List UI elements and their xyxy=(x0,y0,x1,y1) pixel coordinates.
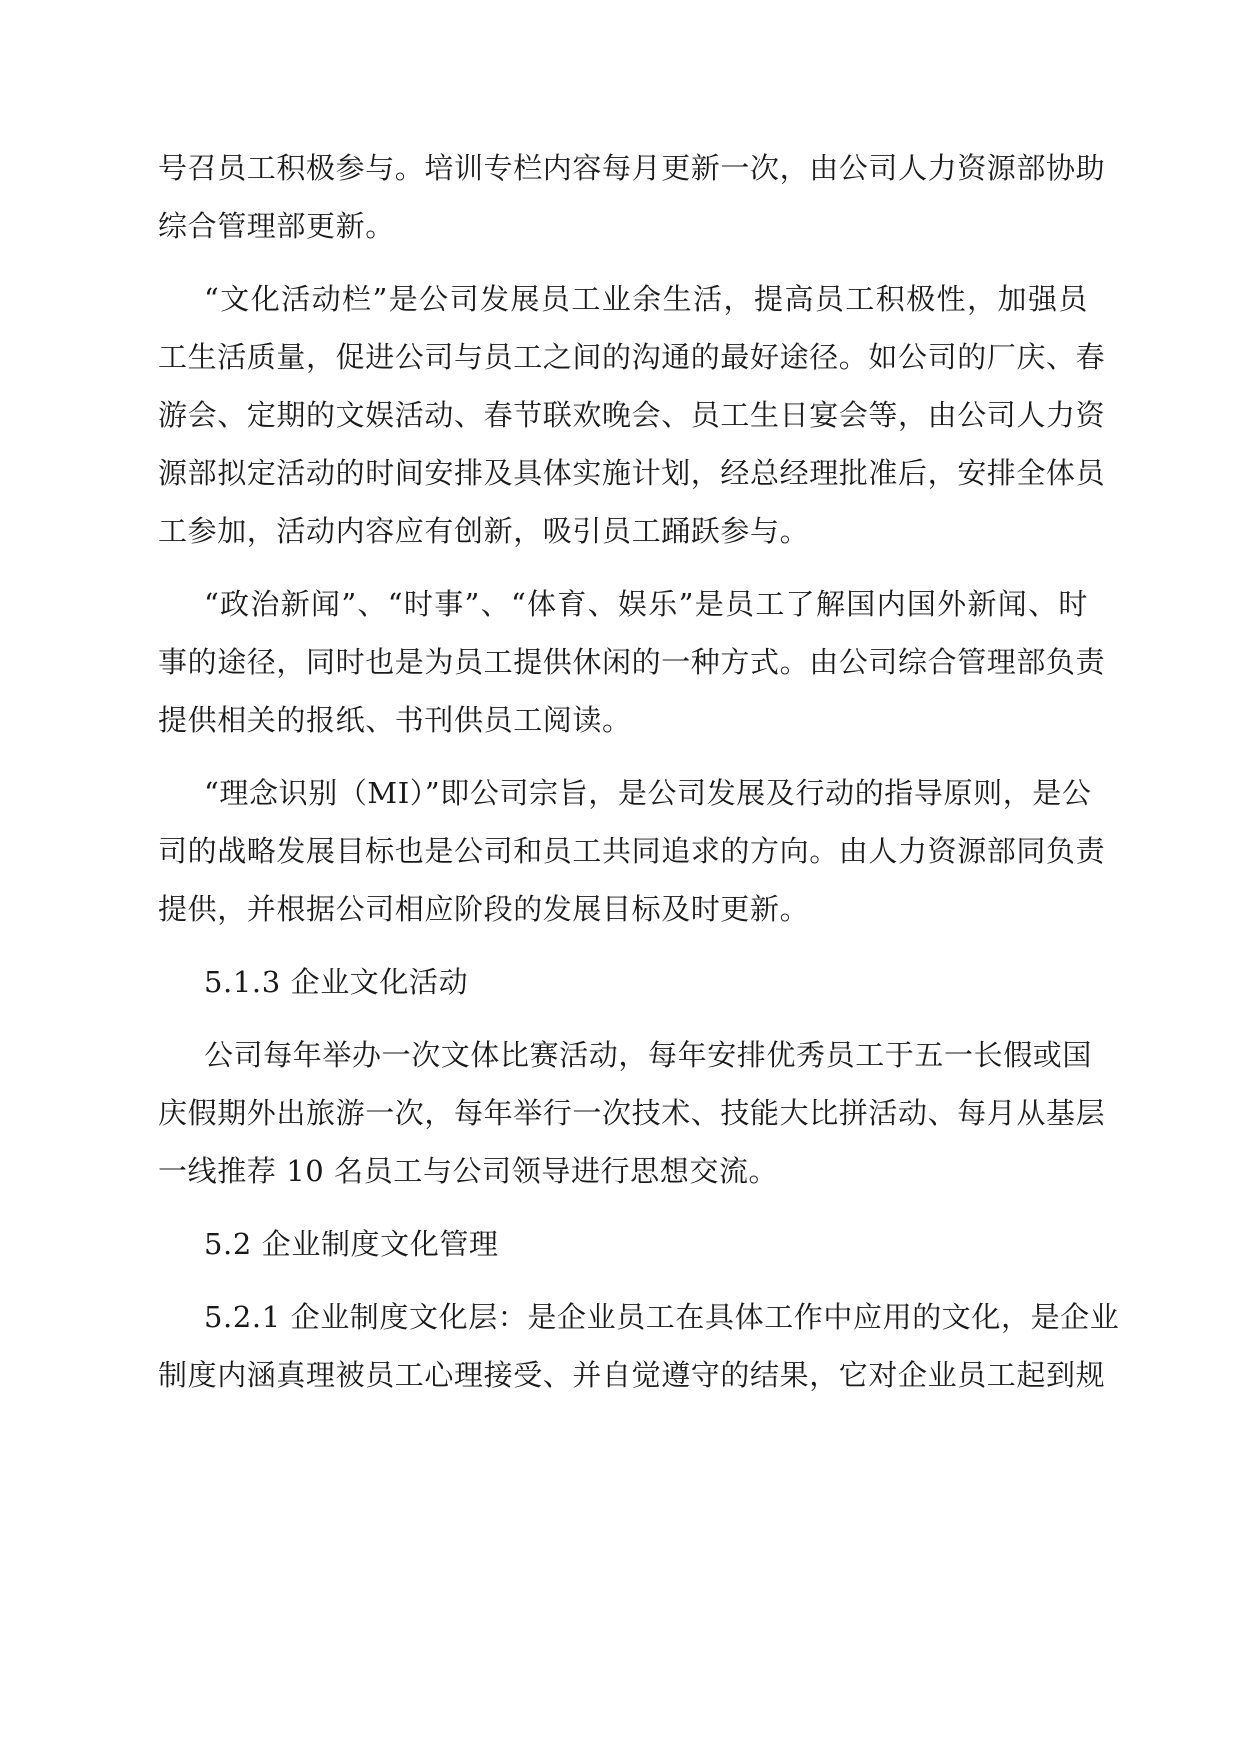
paragraph-first-line: “理念识别（MI）”即公司宗旨，是公司发展及行动的指导原则，是公 xyxy=(204,776,1092,810)
body-text-line: 事的途径，同时也是为员工提供休闲的一种方式。由公司综合管理部负责 xyxy=(158,645,1106,679)
paragraph-first-line: “文化活动栏”是公司发展员工业余生活，提高员工积极性，加强员 xyxy=(204,282,1088,316)
body-text-line: 提供相关的报纸、书刊供员工阅读。 xyxy=(158,703,632,737)
body-text-line: 工参加，活动内容应有创新，吸引员工踊跃参与。 xyxy=(158,514,810,548)
body-text-line: 源部拟定活动的时间安排及具体实施计划，经总经理批准后，安排全体员 xyxy=(158,456,1106,490)
body-text-line: 工生活质量，促进公司与员工之间的沟通的最好途径。如公司的厂庆、春 xyxy=(158,340,1106,374)
section-heading-5-2: 5.2 企业制度文化管理 xyxy=(204,1227,499,1261)
body-text-line: 游会、定期的文娱活动、春节联欢晚会、员工生日宴会等，由公司人力资 xyxy=(158,398,1106,432)
body-text-line: 司的战略发展目标也是公司和员工共同追求的方向。由人力资源部同负责 xyxy=(158,834,1106,868)
body-text-line: 一线推荐 10 名员工与公司领导进行思想交流。 xyxy=(158,1154,779,1188)
body-text-line: 提供，并根据公司相应阶段的发展目标及时更新。 xyxy=(158,892,810,926)
paragraph-first-line: “政治新闻”、“时事”、“体育、娱乐”是员工了解国内国外新闻、时 xyxy=(204,587,1088,621)
body-text-line: 综合管理部更新。 xyxy=(158,209,395,243)
section-heading-5-1-3: 5.1.3 企业文化活动 xyxy=(204,965,469,999)
paragraph-first-line: 5.2.1 企业制度文化层：是企业员工在具体工作中应用的文化，是企业 xyxy=(204,1300,1120,1334)
body-text-line: 号召员工积极参与。培训专栏内容每月更新一次，由公司人力资源部协助 xyxy=(158,151,1106,185)
paragraph-first-line: 公司每年举办一次文体比赛活动，每年安排优秀员工于五一长假或国 xyxy=(204,1038,1093,1072)
body-text-line: 制度内涵真理被员工心理接受、并自觉遵守的结果，它对企业员工起到规 xyxy=(158,1358,1106,1392)
body-text-line: 庆假期外出旅游一次，每年举行一次技术、技能大比拼活动、每月从基层 xyxy=(158,1096,1106,1130)
